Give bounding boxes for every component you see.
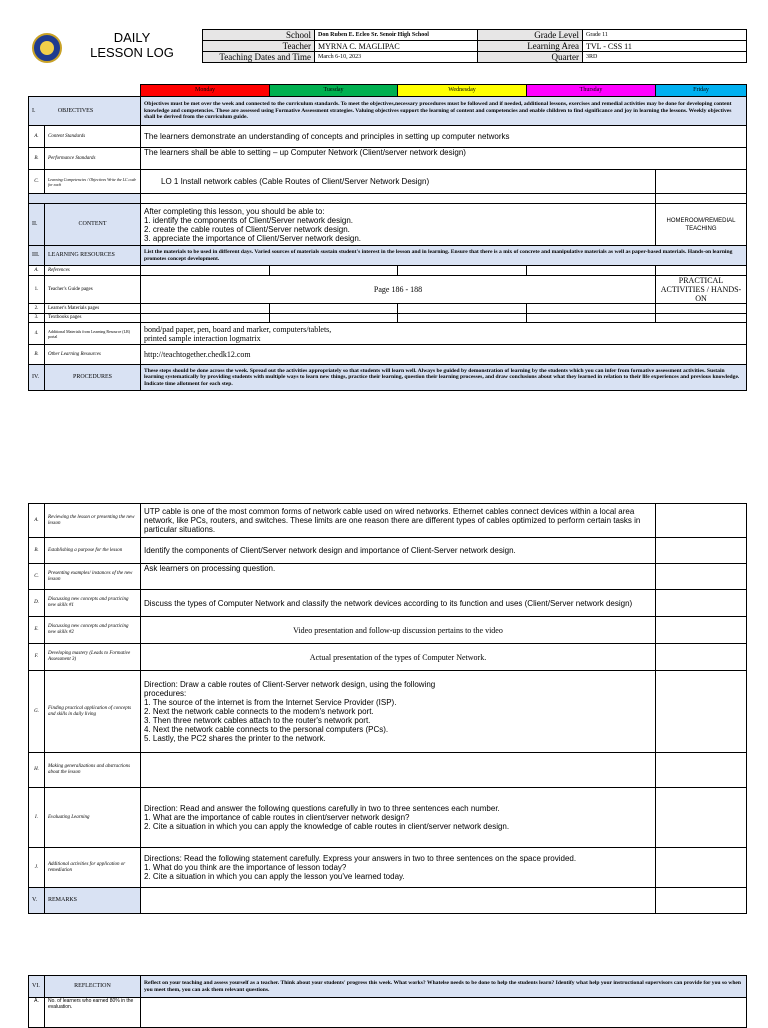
- day-wednesday: Wednesday: [398, 85, 527, 97]
- proc-d-label: Discussing new concepts and practicing new skills #1: [45, 590, 141, 617]
- grade-label: Grade Level: [478, 30, 583, 41]
- learners-materials-letter: 2.: [29, 304, 45, 314]
- teachers-guide-label: Teacher's Guide pages: [45, 276, 141, 304]
- dates-value: March 6-10, 2023: [315, 52, 478, 63]
- learners-materials-label: Learner's Materials pages: [45, 304, 141, 314]
- proc-j-text: Directions: Read the following statement carefully. Express your answers in two to three sentences on the space provided. 1. What do you think are the importance of lesson today? 2. Cite a situation in which you can apply the lesson you've learned today.: [141, 848, 656, 888]
- proc-e-letter: E.: [29, 617, 45, 644]
- resources-num: III.: [29, 246, 45, 266]
- proc-a-text: UTP cable is one of the most common forms of network cable used on wired networks. Ethernet cables connect devices within a local area network, like PCs, routers, and switches. These limits are one reason there are different types of cables optimized to perform certain tasks in particular situations.: [141, 504, 656, 538]
- dates-label: Teaching Dates and Time: [203, 52, 315, 63]
- content-standards-text: The learners demonstrate an understanding of concepts and principles in setting up computer networks: [141, 126, 747, 148]
- teachers-guide-friday-text: PRACTICAL ACTIVITIES / HANDS-ON: [656, 276, 747, 304]
- proc-j-label: Additional activities for application or remediation: [45, 848, 141, 888]
- objectives-heading: [29, 97, 141, 126]
- lesson-log-table-page-3: [28, 975, 747, 1028]
- textbooks-label: Textbooks pages: [45, 314, 141, 323]
- deped-seal-logo: [32, 33, 62, 63]
- proc-c-label: Presenting examples/ instances of the new lesson: [45, 564, 141, 590]
- content-text: After completing this lesson, you should be able to: 1. identify the components of Client/Server network design. 2. create the cable routes of Client/Server network design. 3. appreciate the importance of Client/Server network design.: [141, 204, 656, 246]
- proc-c-letter: C.: [29, 564, 45, 590]
- remarks-label: REMARKS: [45, 888, 141, 914]
- competencies-friday-cell: [656, 170, 747, 194]
- teachers-guide-text: Page 186 - 188: [141, 276, 656, 304]
- resources-label: LEARNING RESOURCES: [45, 246, 141, 266]
- proc-h-text: [141, 753, 656, 788]
- proc-g-text: Direction: Draw a cable routes of Client-Server network design, using the following procedures: 1. The source of the internet is from the Internet Service Provider (ISP). 2. Next the network cable connects to the modem's network port. 3. Then three network cables attach to the router's network port. 4. Next the network cable connects to the personal computers (PCs). 5. Lastly, the PC2 shares the printer to the network.: [141, 671, 656, 753]
- header-info-table: [202, 29, 747, 63]
- content-friday-text: HOMEROOM/REMEDIAL TEACHING: [656, 204, 747, 246]
- learning-area-value: TVL - CSS 11: [583, 41, 747, 52]
- proc-i-label: Evaluating Learning: [45, 788, 141, 848]
- procedures-text: These steps should be done across the week. Spread out the activities appropriately so that students will learn well. Always be guided by demonstration of learning by the students which you can infer from formative assessment activities. Sustain learning systematically by providing students with multiple ways to learn new things, practice their learning, question their learning processes, and draw conclusions about what they learned in relation to their life experiences and previous knowledge. Indicate time allotment for each step.: [141, 365, 747, 391]
- teacher-label: Teacher: [203, 41, 315, 52]
- textbooks-letter: 3.: [29, 314, 45, 323]
- objectives-label: OBJECTIVES: [57, 107, 94, 114]
- proc-f-text: Actual presentation of the types of Computer Network.: [141, 644, 656, 671]
- proc-e-text: Video presentation and follow-up discussion pertains to the video: [141, 617, 656, 644]
- objectives-num: I.: [32, 107, 36, 114]
- content-num: II.: [29, 204, 45, 246]
- proc-f-label: Developing mastery (Leads to Formative Assessment 3): [45, 644, 141, 671]
- references-letter: A.: [29, 266, 45, 276]
- proc-i-text: Direction: Read and answer the following questions carefully in two to three sentences each number. 1. What are the importance of cable routes in client/server network design? 2. Cite a situation in which you can apply the knowledge of cable routes in client/server network design.: [141, 788, 656, 848]
- day-friday: Friday: [656, 85, 747, 97]
- competencies-text: LO 1 Install network cables (Cable Routes of Client/Server Network Design): [141, 170, 656, 194]
- proc-i-letter: I.: [29, 788, 45, 848]
- proc-j-letter: J.: [29, 848, 45, 888]
- competencies-letter: C.: [29, 170, 45, 194]
- other-resources-label: Other Learning Resources: [45, 345, 141, 365]
- lr-portal-text: bond/pad paper, pen, board and marker, computers/tablets, printed sample interaction logmatrix: [141, 323, 747, 345]
- grade-value: Grade 11: [583, 30, 747, 41]
- proc-a-letter: A.: [29, 504, 45, 538]
- performance-standards-text: The learners shall be able to setting – up Computer Network (Client/server network design): [141, 148, 747, 170]
- objectives-text: Objectives must be met over the week and connected to the curriculum standards. To meet the objectives,necessary procedures must be followed and if needed, additional lessons, exercises and remedial activities may be done for developing content knowledge and competencies. These are assessed using Formative Assessment strategies. Valuing objectives support the learning of content and competencies and enable children to find significance and joy in learning the lessons. Weekly objectives shall be derived from the curriculum guide.: [141, 97, 747, 126]
- title-line-1: DAILY: [113, 30, 151, 45]
- resources-text: List the materials to be used in different days. Varied sources of materials sustain student's interest in the lesson and in learning. Ensure that there is a mix of concrete and manipulative materials as well as paper-based materials. Hands-on learning promotes concept development.: [141, 246, 747, 266]
- proc-d-letter: D.: [29, 590, 45, 617]
- content-standards-label: Content Standards: [45, 126, 141, 148]
- lr-portal-letter: 4.: [29, 323, 45, 345]
- lr-portal-label: Additional Materials from Learning Resource (LR) portal: [45, 323, 141, 345]
- proc-b-letter: B.: [29, 538, 45, 564]
- proc-f-letter: F.: [29, 644, 45, 671]
- content-label: CONTENT: [45, 204, 141, 246]
- reflection-label: REFLECTION: [45, 976, 141, 998]
- learning-area-label: Learning Area: [478, 41, 583, 52]
- reflection-num: VI.: [29, 976, 45, 998]
- reflection-a-label: No. of learners who earned 80% in the evaluation.: [45, 998, 141, 1028]
- proc-b-text: Identify the components of Client/Server network design and importance of Client-Server network design.: [141, 538, 656, 564]
- lesson-log-table-page-1: [28, 84, 747, 391]
- performance-standards-label: Performance Standards: [45, 148, 141, 170]
- proc-d-text: Discuss the types of Computer Network and classify the network devices according to its function and uses (Client/Server network design): [141, 590, 656, 617]
- proc-b-label: Establishing a purpose for the lesson: [45, 538, 141, 564]
- lesson-log-table-page-2: [28, 503, 747, 914]
- title-line-2: LESSON LOG: [90, 45, 174, 60]
- other-resources-letter: B.: [29, 345, 45, 365]
- school-label: School: [203, 30, 315, 41]
- teacher-value: MYRNA C. MAGLIPAC: [315, 41, 478, 52]
- teachers-guide-letter: 1.: [29, 276, 45, 304]
- performance-standards-letter: B.: [29, 148, 45, 170]
- proc-g-label: Finding practical application of concepts and skills in daily living: [45, 671, 141, 753]
- proc-c-text: Ask learners on processing question.: [141, 564, 656, 590]
- day-monday: Monday: [141, 85, 270, 97]
- procedures-label: PROCEDURES: [45, 365, 141, 391]
- proc-e-label: Discussing new concepts and practicing new skills #2: [45, 617, 141, 644]
- reflection-a-letter: A.: [29, 998, 45, 1028]
- remarks-num: V.: [29, 888, 45, 914]
- day-tuesday: Tuesday: [270, 85, 398, 97]
- quarter-label: Quarter: [478, 52, 583, 63]
- procedures-num: IV.: [29, 365, 45, 391]
- proc-h-label: Making generalizations and abstractions about the lesson: [45, 753, 141, 788]
- proc-g-letter: G.: [29, 671, 45, 753]
- proc-a-label: Reviewing the lesson or presenting the new lesson: [45, 504, 141, 538]
- document-title: [62, 30, 202, 60]
- content-standards-letter: A.: [29, 126, 45, 148]
- reflection-text: Reflect on your teaching and assess yourself as a teacher. Think about your students' progress this week. What works? Whatelse needs to be done to help the students learn? Identify what help your instructional supervisors can provide for you so when you meet them, you can ask them relevant questions.: [141, 976, 747, 998]
- day-thursday: Thursday: [527, 85, 656, 97]
- competencies-label: Learning Competencies / Objectives Write the LC code for each: [45, 170, 141, 194]
- quarter-value: 3RD: [583, 52, 747, 63]
- proc-h-letter: H.: [29, 753, 45, 788]
- school-value: Don Ruben E. Ecleo Sr. Senoir High School: [315, 30, 478, 41]
- references-label: References: [45, 266, 141, 276]
- other-resources-text: http://teachtogether.chedk12.com: [141, 345, 747, 365]
